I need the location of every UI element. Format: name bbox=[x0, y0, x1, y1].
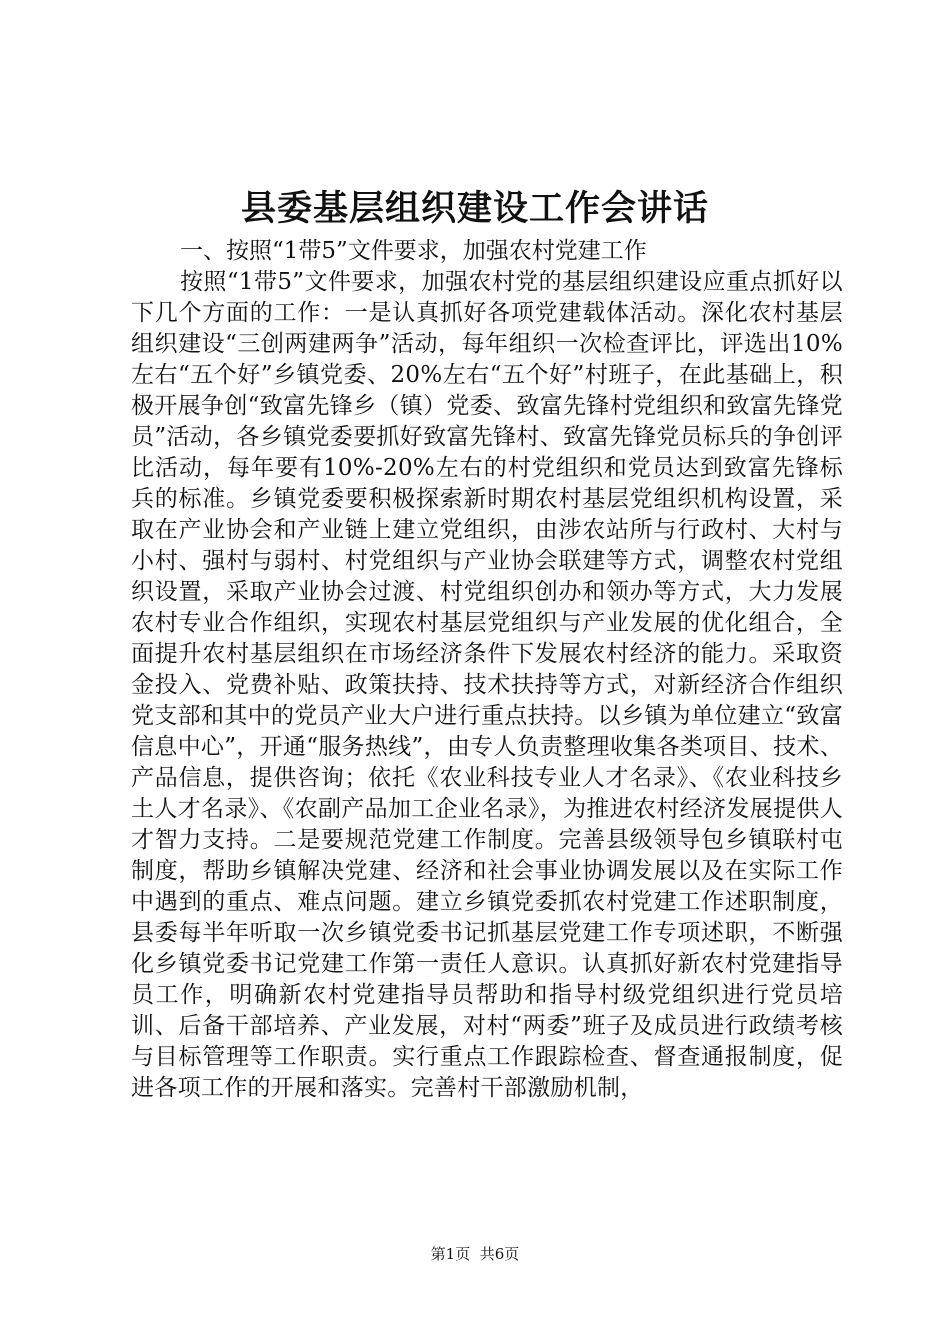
page-footer bbox=[0, 1244, 950, 1264]
document-title: 县委基层组织建设工作会讲话 bbox=[240, 188, 709, 229]
page-number: 第1页 bbox=[430, 1245, 471, 1263]
section-heading: 一、按照“1带5”文件要求，加强农村党建工作 bbox=[180, 238, 647, 264]
page-total: 共6页 bbox=[479, 1245, 520, 1263]
body-paragraph: 按照“1带5”文件要求，加强农村党的基层组织建设应重点抓好以下几个方面的工作：一是认真抓好各项党建载体活动。深化农村基层组织建设“三创两建两争”活动，每年组织一次检查评比，评选出10%左右“五个好”乡镇党委、20%左右“五个好”村班子，在此基础上，积极开展争创“致富先锋乡（镇）党委、致富先锋村党组织和致富先锋党员”活动，各乡镇党委要抓好致富先锋村、致富先锋党员标兵的争创评比活动，每年要有10%-20%左右的村党组织和党员达到致富先锋标兵的标准。乡镇党委要积极探索新时期农村基层党组织机构设置，采取在产业协会和产业链上建立党组织，由涉农站所与行政村、大村与小村、强村与弱村、村党组织与产业协会联建等方式，调整农村党组织设置，采取产业协会过渡、村党组织创办和领办等方式，大力发展农村专业合作组织，实现农村基层党组织与产业发展的优化组合，全面提升农村基层组织在市场经济条件下发展农村经济的能力。采取资金投入、党费补贴、政策扶持、技术扶持等方式，对新经济合作组织党支部和其中的党员产业大户进行重点扶持。以乡镇为单位建立“致富信息中心”，开通“服务热线”，由专人负责整理收集各类项目、技术、产品信息，提供咨询；依托《农业科技专业人才名录》、《农业科技乡土人才名录》、《农副产品加工企业名录》，为推进农村经济发展提供人才智力支持。二是要规范党建工作制度。完善县级领导包乡镇联村屯制度，帮助乡镇解决党建、经济和社会事业协调发展以及在实际工作中遇到的重点、难点问题。建立乡镇党委抓农村党建工作述职制度，县委每半年听取一次乡镇党委书记抓基层党建工作专项述职，不断强化乡镇党委书记党建工作第一责任人意识。认真抓好新农村党建指导员工作，明确新农村党建指导员帮助和指导村级党组织进行党员培训、后备干部培养、产业发展，对村“两委”班子及成员进行政绩考核与目标管理等工作职责。实行重点工作跟踪检查、督查通报制度，促进各项工作的开展和落实。完善村干部激励机制， bbox=[131, 269, 843, 1101]
